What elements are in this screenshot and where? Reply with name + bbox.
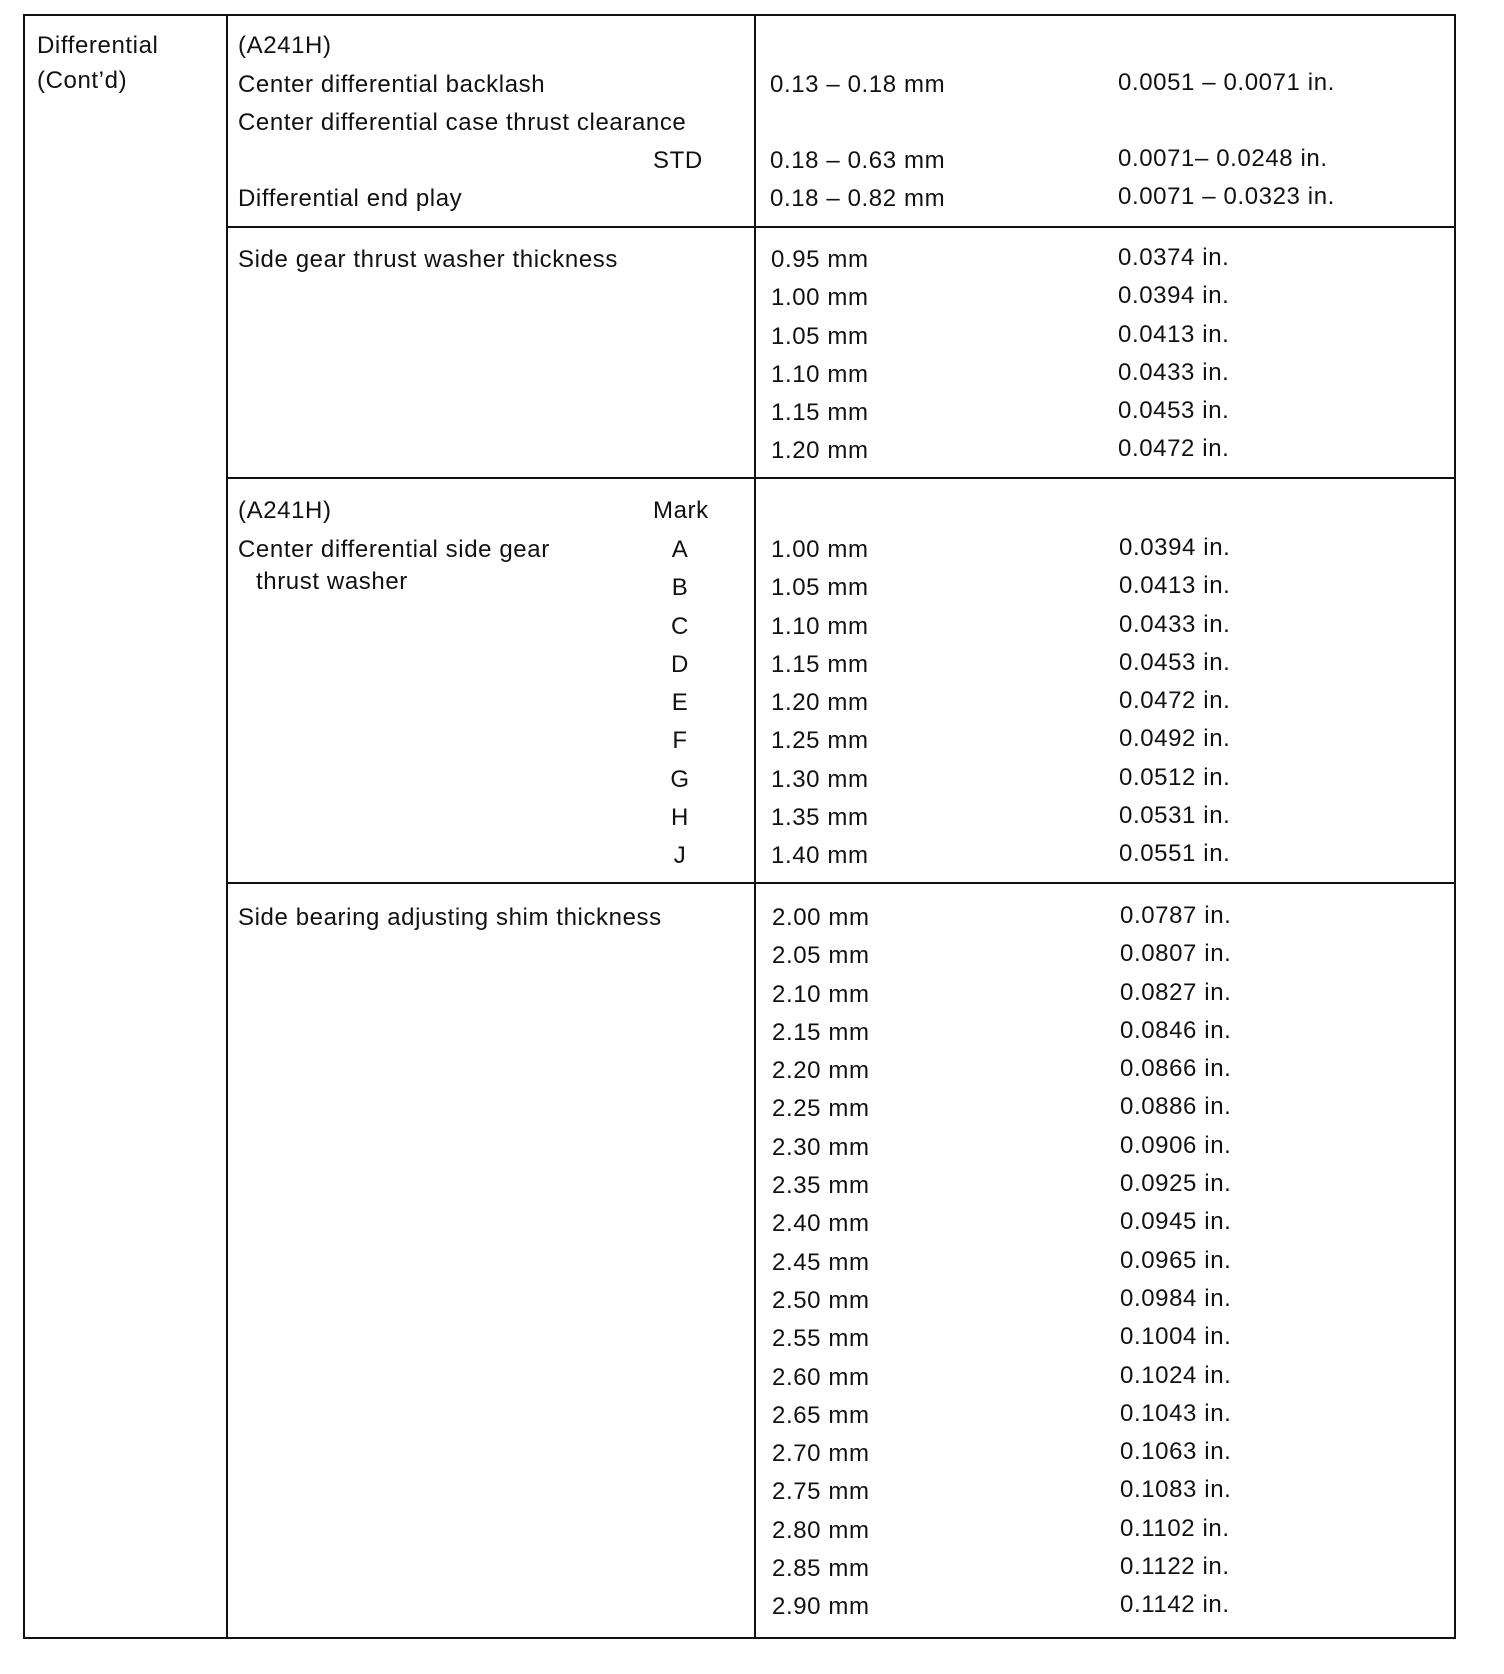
value-in: 0.0374 in. [1118,244,1230,271]
value-in: 0.1024 in. [1120,1361,1232,1389]
value-mm: 2.25 mm [772,1095,870,1123]
value-mm: 1.05 mm [771,574,869,602]
value-in: 0.0433 in. [1118,358,1230,386]
value-mm: 2.80 mm [772,1516,870,1544]
std-label: STD [653,147,703,174]
value-in: 0.0394 in. [1119,534,1231,561]
value-in: 0.0453 in. [1119,648,1231,676]
value-in: 0.1142 in. [1120,1591,1230,1619]
value-in: 0.1063 in. [1120,1438,1232,1466]
value-mm: 2.70 mm [772,1440,870,1468]
case-thrust-in: 0.0071– 0.0248 in. [1118,145,1328,172]
value-in: 0.0551 in. [1119,840,1231,868]
value-mm: 1.20 mm [771,437,869,465]
mark-letter: C [671,612,689,640]
value-mm: 1.40 mm [771,842,869,870]
value-mm: 2.45 mm [772,1248,870,1276]
side-gear-washer-label: Side gear thrust washer thickness [238,246,618,273]
mark-letter: D [671,650,689,678]
value-in: 0.1004 in. [1120,1323,1232,1351]
value-mm: 2.05 mm [772,942,870,970]
section1-model: (A241H) [238,32,332,59]
side-gear-washer-mm-list [771,245,869,475]
value-in: 0.0984 in. [1120,1284,1232,1312]
mark-letter: B [671,574,689,602]
divider-section-2 [226,477,1456,479]
value-in: 0.0886 in. [1120,1093,1232,1121]
value-in: 0.0925 in. [1120,1170,1232,1198]
divider-section-3 [226,882,1456,884]
value-mm: 2.65 mm [772,1401,870,1429]
value-mm: 1.25 mm [771,727,869,755]
value-in: 0.1043 in. [1120,1399,1232,1427]
value-mm: 1.10 mm [771,360,869,388]
mark-letter: H [671,804,689,832]
value-in: 0.0807 in. [1120,940,1232,968]
mark-header: Mark [653,497,709,524]
backlash-mm: 0.13 – 0.18 mm [770,71,946,98]
value-in: 0.0492 in. [1119,725,1231,753]
divider-category [226,14,228,1639]
value-in: 0.0945 in. [1120,1208,1232,1236]
value-in: 0.0413 in. [1118,320,1230,348]
end-play-mm: 0.18 – 0.82 mm [770,185,946,212]
center-side-gear-in-list [1119,533,1230,878]
mark-letter: F [672,727,688,755]
value-mm: 1.15 mm [771,650,869,678]
value-mm: 2.30 mm [772,1133,870,1161]
value-mm: 2.20 mm [772,1057,870,1085]
value-in: 0.0453 in. [1118,397,1230,425]
value-mm: 1.30 mm [771,765,869,793]
value-mm: 1.20 mm [771,689,869,717]
value-in: 0.1122 in. [1120,1553,1230,1581]
value-in: 0.0827 in. [1120,978,1232,1006]
value-mm: 1.00 mm [771,536,869,563]
category-subtitle: (Cont’d) [37,67,128,94]
value-in: 0.0472 in. [1118,435,1230,463]
value-mm: 1.00 mm [771,284,869,312]
end-play-in: 0.0071 – 0.0323 in. [1118,183,1335,210]
divider-section-1 [226,226,1456,228]
value-mm: 1.15 mm [771,399,869,427]
value-mm: 2.15 mm [772,1018,870,1046]
value-in: 0.0906 in. [1120,1131,1232,1159]
end-play-label: Differential end play [238,185,463,212]
value-mm: 2.00 mm [772,904,870,931]
value-in: 0.0394 in. [1118,282,1230,310]
value-in: 0.0472 in. [1119,687,1231,715]
value-in: 0.0413 in. [1119,572,1231,600]
value-in: 0.1102 in. [1120,1514,1230,1542]
mark-letter: G [670,765,690,793]
value-in: 0.0787 in. [1120,902,1232,929]
value-mm: 2.60 mm [772,1363,870,1391]
value-mm: 2.75 mm [772,1478,870,1506]
value-in: 0.0965 in. [1120,1246,1232,1274]
value-mm: 2.90 mm [772,1593,870,1621]
shim-in-list [1120,901,1231,1629]
shim-mm-list [772,903,870,1631]
backlash-label: Center differential backlash [238,71,546,98]
mark-letter: E [671,689,689,717]
value-mm: 1.05 mm [771,322,869,350]
value-mm: 2.40 mm [772,1210,870,1238]
value-in: 0.0433 in. [1119,610,1231,638]
value-mm: 2.35 mm [772,1172,870,1200]
shim-thickness-label: Side bearing adjusting shim thickness [238,904,662,931]
mark-letter: J [673,842,687,870]
value-mm: 2.10 mm [772,980,870,1008]
mark-letter: A [671,536,689,563]
side-gear-washer-in-list [1118,243,1229,473]
value-mm: 2.85 mm [772,1555,870,1583]
value-in: 0.0846 in. [1120,1016,1232,1044]
value-in: 0.0866 in. [1120,1055,1232,1083]
value-in: 0.0531 in. [1119,802,1231,830]
backlash-in: 0.0051 – 0.0071 in. [1118,69,1335,96]
case-thrust-mm: 0.18 – 0.63 mm [770,147,946,174]
divider-values [754,14,756,1639]
value-mm: 1.10 mm [771,612,869,640]
category-title: Differential [37,32,159,59]
section3-model: (A241H) [238,497,332,524]
value-mm: 0.95 mm [771,246,869,273]
value-mm: 2.50 mm [772,1286,870,1314]
value-in: 0.0512 in. [1119,763,1231,791]
case-thrust-label: Center differential case thrust clearance [238,109,687,136]
center-side-gear-label-cont: thrust washer [256,568,408,595]
center-side-gear-mm-list [771,535,869,880]
mark-list [660,535,700,880]
center-side-gear-label: Center differential side gear [238,536,550,563]
value-mm: 2.55 mm [772,1325,870,1353]
value-mm: 1.35 mm [771,804,869,832]
value-in: 0.1083 in. [1120,1476,1232,1504]
